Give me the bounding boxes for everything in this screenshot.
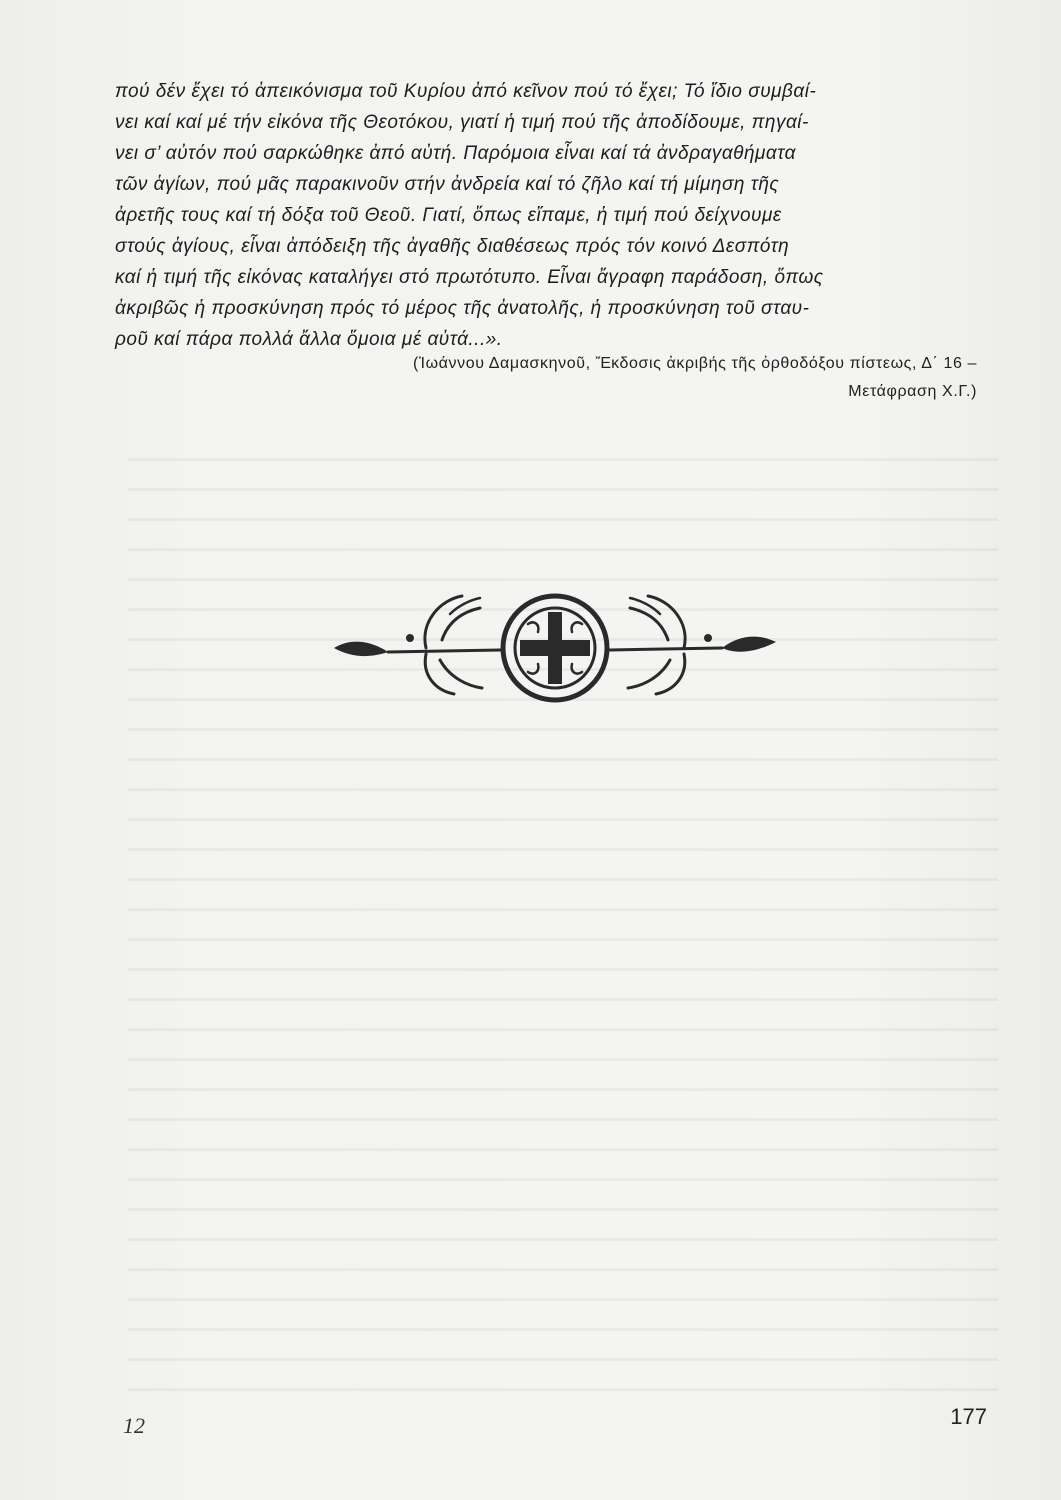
paragraph-line: νει καί καί μέ τήν εἰκόνα τῆς Θεοτόκου, γιατί ἡ τιμή πού τῆς ἀποδίδουμε, πηγαί- — [115, 112, 809, 133]
paragraph-line: ροῦ καί πάρα πολλά ἄλλα ὅμοια μέ αὐτά...». — [115, 329, 503, 350]
cross-in-circle-ornament-icon — [330, 578, 780, 718]
page-number-left: 12 — [123, 1413, 145, 1438]
paragraph-line: στούς ἁγίους, εἶναι ἀπόδειξη τῆς ἀγαθῆς διαθέσεως πρός τόν κοινό Δεσπότη — [115, 236, 790, 257]
page-number-right: 177 — [950, 1404, 987, 1429]
citation-line-2: Μετάφραση Χ.Γ.) — [848, 383, 977, 400]
paragraph-line: νει σ’ αὐτόν πού σαρκώθηκε ἀπό αὐτή. Παρόμοια εἶναι καί τά ἀνδραγαθήματα — [115, 143, 796, 164]
quote-paragraph — [115, 76, 977, 355]
paragraph-line: καί ἡ τιμή τῆς εἰκόνας καταλήγει στό πρωτότυπο. Εἶναι ἄγραφη παράδοση, ὅπως — [115, 267, 824, 288]
paragraph-line: ἀρετῆς τους καί τή δόξα τοῦ Θεοῦ. Γιατί, ὅπως εἴπαμε, ἡ τιμή πού δείχνουμε — [115, 205, 782, 226]
paragraph-line: τῶν ἁγίων, πού μᾶς παρακινοῦν στήν ἀνδρεία καί τό ζῆλο καί τή μίμηση τῆς — [115, 174, 780, 195]
citation — [177, 350, 977, 406]
paragraph-line: πού δέν ἔχει τό ἀπεικόνισμα τοῦ Κυρίου ἀπό κεῖνον πού τό ἔχει; Τό ἴδιο συμβαί- — [115, 81, 817, 102]
paragraph-line: ἀκριβῶς ἡ προσκύνηση πρός τό μέρος τῆς ἀνατολῆς, ἡ προσκύνηση τοῦ σταυ- — [115, 298, 810, 319]
citation-line-1: (Ἰωάννου Δαμασκηνοῦ, Ἔκδοσις ἀκριβής τῆς ὀρθοδόξου πίστεως, Δ΄ 16 – — [413, 355, 977, 372]
